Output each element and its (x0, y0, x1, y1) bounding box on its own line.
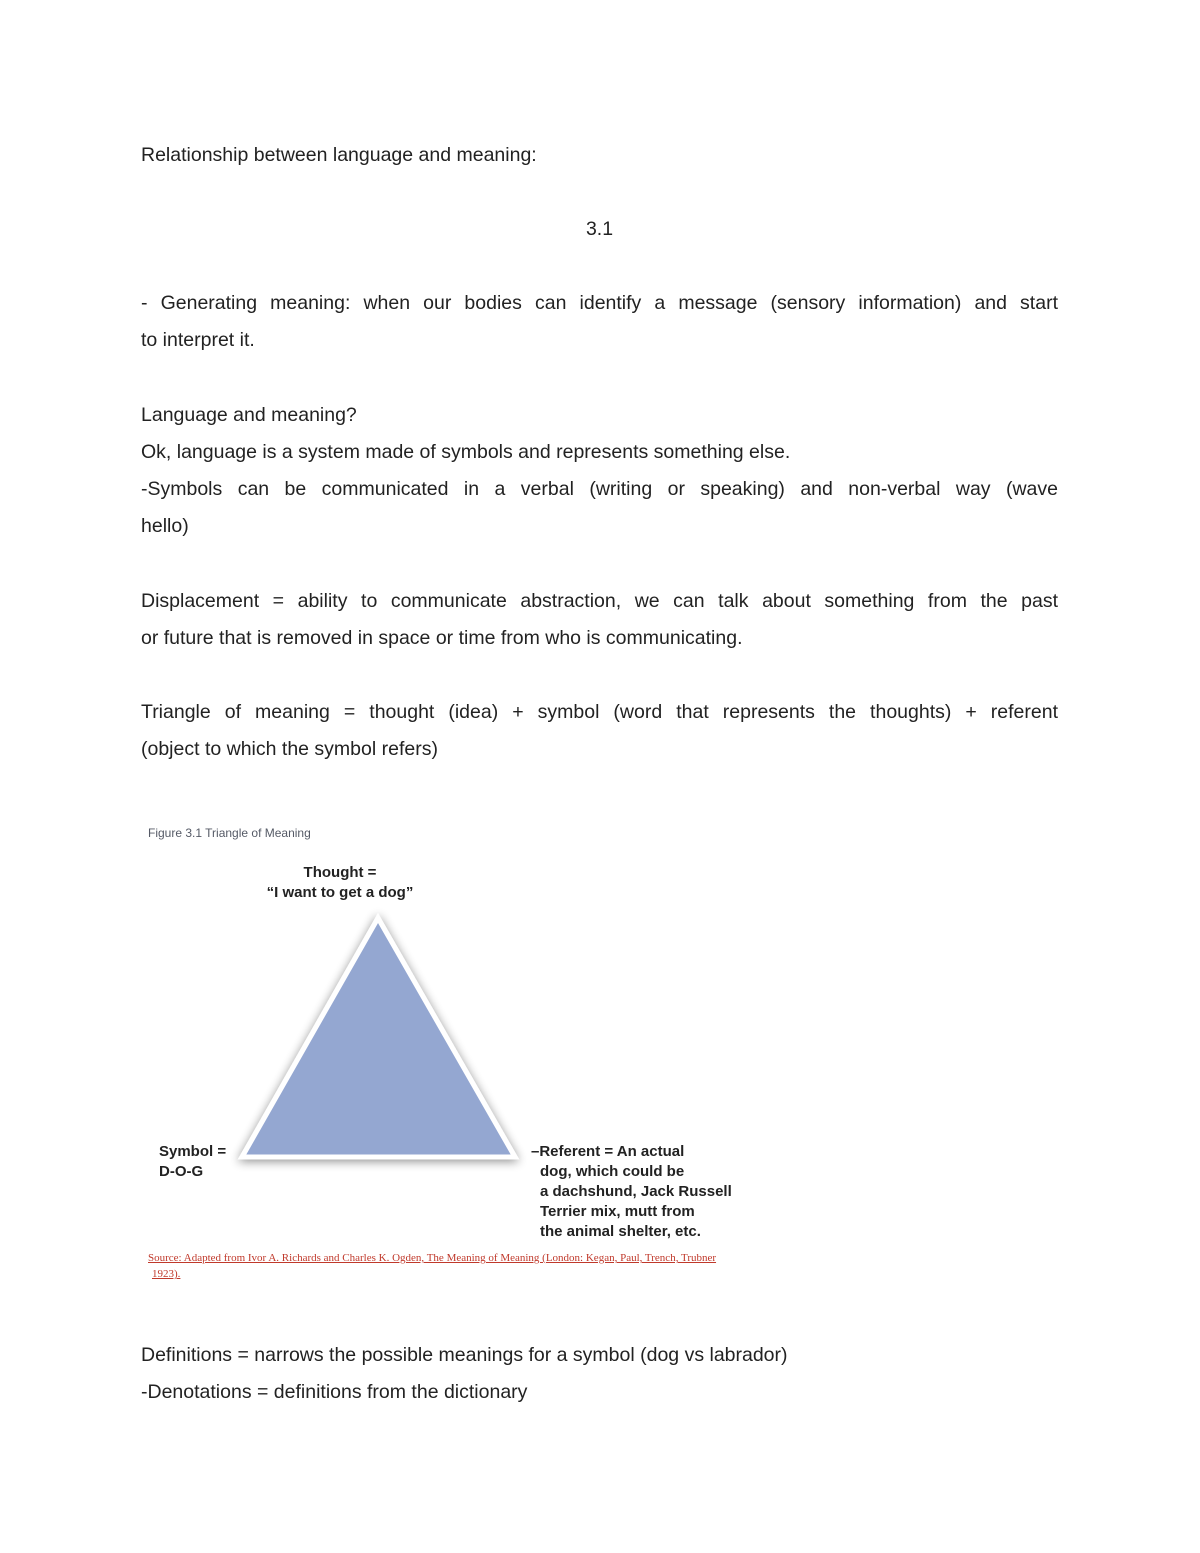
source-line-1: Source: Adapted from Ivor A. Richards and Charles K. Ogden, The Meaning of Meaning (London: Kegan, Paul, Trench, Trubner (148, 1252, 717, 1264)
referent-line-5: the animal shelter, etc. (540, 1223, 701, 1240)
figure-source-link[interactable] (148, 1250, 738, 1282)
page-heading: Relationship between language and meaning: (141, 144, 537, 166)
displacement-line-1: Displacement = ability to communicate abstraction, we can talk about something from the past (141, 590, 1058, 612)
section-number: 3.1 (585, 218, 614, 240)
displacement-paragraph (141, 583, 1058, 657)
symbols-line-1: -Symbols can be communicated in a verbal (writing or speaking) and non-verbal way (wave (141, 478, 1058, 500)
triangle-shape (242, 918, 515, 1157)
language-question: Language and meaning? (141, 404, 357, 426)
referent-line-2: dog, which could be (540, 1163, 685, 1180)
definitions-line-2: -Denotations = definitions from the dictionary (141, 1381, 528, 1403)
symbol-line-1: Symbol = (159, 1143, 227, 1160)
referent-label (531, 1142, 732, 1242)
symbol-line-2: D-O-G (159, 1163, 204, 1180)
definitions-paragraph (141, 1337, 1058, 1411)
symbol-label (159, 1142, 226, 1182)
referent-line-3: a dachshund, Jack Russell (540, 1183, 732, 1200)
source-line-2: 1923). (152, 1268, 181, 1280)
referent-line-1: –Referent = An actual (531, 1143, 685, 1160)
triangle-line-2: (object to which the symbol refers) (141, 738, 438, 760)
triangle-of-meaning-figure (140, 820, 760, 1290)
language-definition: Ok, language is a system made of symbols and represents something else. (141, 441, 791, 463)
displacement-line-2: or future that is removed in space or time from who is communicating. (141, 627, 743, 649)
generating-line-1: - Generating meaning: when our bodies can identify a message (sensory information) and start (141, 292, 1058, 314)
language-paragraph (141, 397, 1058, 545)
generating-line-2: to interpret it. (141, 329, 255, 351)
thought-line-1: Thought = (303, 864, 377, 881)
triangle-line-1: Triangle of meaning = thought (idea) + symbol (word that represents the thoughts) + referent (141, 701, 1058, 723)
triangle-of-meaning-paragraph (141, 694, 1058, 768)
thought-line-2: “I want to get a dog” (266, 884, 414, 901)
referent-line-4: Terrier mix, mutt from (540, 1203, 695, 1220)
definitions-line-1: Definitions = narrows the possible meanings for a symbol (dog vs labrador) (141, 1344, 788, 1366)
generating-meaning-paragraph (141, 285, 1058, 359)
figure-caption: Figure 3.1 Triangle of Meaning (148, 826, 311, 840)
symbols-line-2: hello) (141, 515, 189, 537)
